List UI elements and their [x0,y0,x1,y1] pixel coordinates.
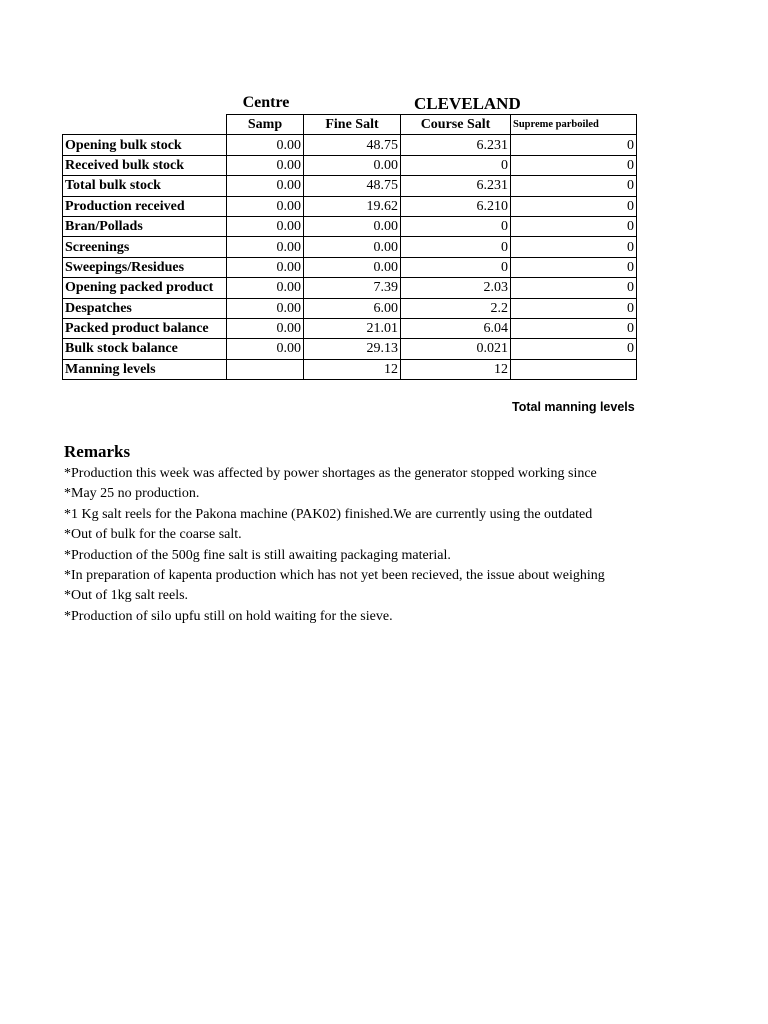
table-cell: 0 [401,155,511,175]
table-cell: 0 [401,257,511,277]
table-cell: 0.00 [227,237,304,257]
column-header-course-salt: Course Salt [401,115,511,135]
column-header-fine-salt: Fine Salt [304,115,401,135]
table-cell: 19.62 [304,196,401,216]
row-label: Opening packed product [63,278,227,298]
remark-item: *Production this week was affected by power shortages as the generator stopped working since [64,466,597,481]
table-cell: 7.39 [304,278,401,298]
table-cell: 29.13 [304,339,401,359]
table-cell: 2.2 [401,298,511,318]
table-cell: 0.00 [227,155,304,175]
row-label: Total bulk stock [63,176,227,196]
table-header-row [63,115,637,135]
table-cell: 0 [511,176,637,196]
table-row [63,318,637,338]
table-cell: 6.04 [401,318,511,338]
table-cell: 0 [511,298,637,318]
table-cell: 0.00 [227,339,304,359]
table-cell: 6.231 [401,135,511,155]
table-cell: 48.75 [304,176,401,196]
table-cell: 6.210 [401,196,511,216]
table-row [63,216,637,236]
table-cell: 0.00 [304,216,401,236]
remark-item: *Production of silo upfu still on hold waiting for the sieve. [64,608,393,624]
row-label: Production received [63,196,227,216]
row-label: Received bulk stock [63,155,227,175]
table-row [63,278,637,298]
table-cell: 2.03 [401,278,511,298]
table-cell: 0.00 [227,298,304,318]
table-cell: 0 [401,237,511,257]
table-cell: 21.01 [304,318,401,338]
table-cell: 0.00 [304,155,401,175]
table-cell: 0.00 [304,257,401,277]
centre-label: Centre [242,94,290,111]
remark-item: *Out of 1kg salt reels. [64,588,189,604]
remarks-title: Remarks [64,442,131,461]
table-cell: 0 [511,278,637,298]
row-label: Bulk stock balance [63,339,227,359]
table-cell: 0.00 [227,318,304,338]
table-cell: 0 [511,216,637,236]
remark-item: *In preparation of kapenta production which has not yet been recieved, the issue about weighing [64,567,605,583]
table-cell: 6.231 [401,176,511,196]
table-cell: 0 [401,216,511,236]
table-cell: 0.00 [227,278,304,298]
table-cell: 0.00 [227,135,304,155]
table-cell: 0 [511,257,637,277]
table-cell: 6.00 [304,298,401,318]
remark-item: *May 25 no production. [64,486,200,502]
table-cell: 0.021 [401,339,511,359]
table-cell: 0 [511,155,637,175]
table-cell: 0 [511,135,637,155]
table-cell: 0 [511,196,637,216]
row-label: Screenings [63,237,227,257]
table-cell: 48.75 [304,135,401,155]
row-label: Bran/Pollads [63,216,227,236]
table-row [63,155,637,175]
corner-cell [63,115,227,135]
table-row [63,135,637,155]
table-cell [227,359,304,379]
table-cell: 0.00 [227,257,304,277]
table-cell: 0.00 [227,196,304,216]
table-cell: 0.00 [304,237,401,257]
table-row [63,176,637,196]
table-cell [511,359,637,379]
row-label: Opening bulk stock [63,135,227,155]
table-row [63,196,637,216]
remark-item: *Out of bulk for the coarse salt. [64,527,242,543]
table-cell: 0.00 [227,176,304,196]
table-cell: 0.00 [227,216,304,236]
row-label: Sweepings/Residues [63,257,227,277]
table-row [63,339,637,359]
table-cell: 0 [511,318,637,338]
total-manning-label: Total manning levels [512,400,635,414]
table-cell: 0 [511,237,637,257]
remark-item: *1 Kg salt reels for the Pakona machine (PAK02) finished.We are currently using the outdated [64,506,593,522]
table-row [63,298,637,318]
table-cell: 0 [511,339,637,359]
table-cell: 12 [401,359,511,379]
row-label: Manning levels [63,359,227,379]
row-label: Packed product balance [63,318,227,338]
table-row [63,237,637,257]
remarks-list [64,464,636,627]
remark-item: *Production of the 500g fine salt is still awaiting packaging material. [64,547,451,563]
column-header-supreme-parboiled: Supreme parboiled [511,115,637,135]
stock-report-table [62,114,637,380]
column-header-samp: Samp [227,115,304,135]
table-cell: 12 [304,359,401,379]
table-row [63,359,637,379]
location-title: CLEVELAND [414,94,521,113]
table-row [63,257,637,277]
row-label: Despatches [63,298,227,318]
